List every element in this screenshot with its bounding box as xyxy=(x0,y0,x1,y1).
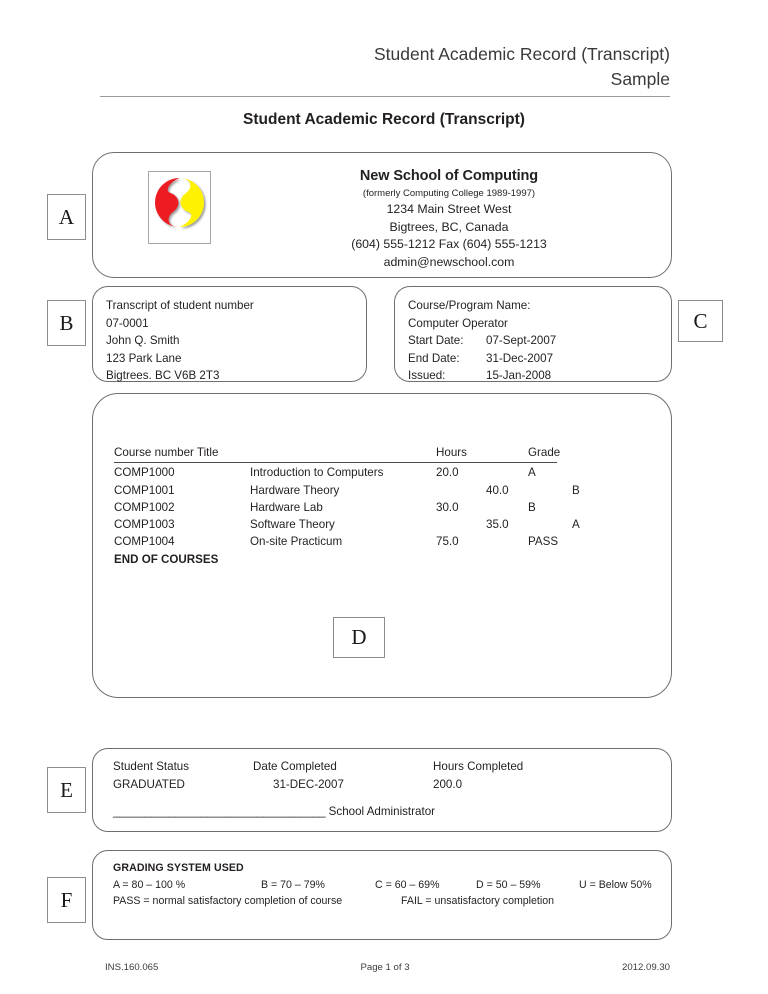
course-title: Hardware Theory xyxy=(250,483,340,497)
program-info-panel xyxy=(394,286,672,382)
school-phone: (604) 555-1212 Fax (604) 555-1213 xyxy=(351,237,547,251)
end-date-value: 31-Dec-2007 xyxy=(486,351,554,365)
course-hours: 30.0 xyxy=(436,500,459,514)
grade-scale-a: A = 80 – 100 % xyxy=(113,878,186,891)
course-title: Hardware Lab xyxy=(250,500,323,514)
course-title: Introduction to Computers xyxy=(250,466,384,480)
callout-d: D xyxy=(333,617,385,658)
course-grade: PASS xyxy=(528,535,559,549)
header-line-1: Student Academic Record (Transcript) xyxy=(374,44,670,64)
status-value-date-completed: 31-DEC-2007 xyxy=(273,777,344,791)
page-title: Student Academic Record (Transcript) xyxy=(243,111,525,128)
course-grade: B xyxy=(572,483,580,497)
grading-system-panel xyxy=(92,850,672,940)
status-header-date-completed: Date Completed xyxy=(253,760,337,773)
course-row xyxy=(114,464,584,481)
student-info-lines xyxy=(106,297,254,385)
course-grade: A xyxy=(528,466,536,480)
course-number: COMP1001 xyxy=(114,483,175,497)
status-header-hours-completed: Hours Completed xyxy=(433,760,524,773)
column-header-hours: Hours xyxy=(436,446,467,459)
end-of-courses-text: END OF COURSES xyxy=(114,552,219,566)
student-address-street: 123 Park Lane xyxy=(106,351,182,365)
course-hours: 20.0 xyxy=(436,466,459,480)
course-number: COMP1002 xyxy=(114,500,175,514)
callout-f: F xyxy=(47,877,86,923)
school-name: New School of Computing xyxy=(359,168,539,184)
status-header-row xyxy=(113,758,653,776)
course-title: On-site Practicum xyxy=(250,535,343,549)
header-line-2: Sample xyxy=(610,69,670,89)
grade-scale-d: D = 50 – 59% xyxy=(476,878,541,891)
course-row xyxy=(114,516,584,533)
course-grade: A xyxy=(572,518,580,532)
signature-row xyxy=(113,805,435,818)
course-table-header xyxy=(114,444,561,463)
end-date-row xyxy=(408,350,556,368)
grading-title-row xyxy=(113,860,658,877)
footer-date: 2012.09.30 xyxy=(621,962,670,973)
student-status-panel xyxy=(92,748,672,832)
grading-content xyxy=(113,860,658,910)
grade-scale-b: B = 70 – 79% xyxy=(261,878,325,891)
course-row xyxy=(114,499,584,516)
column-header-course-title: Course number Title xyxy=(114,446,219,459)
end-date-label: End Date: xyxy=(408,351,460,365)
school-logo xyxy=(148,171,211,244)
grade-scale-fail: FAIL = unsatisfactory completion xyxy=(401,895,554,908)
grade-scale-u: U = Below 50% xyxy=(579,878,652,891)
course-hours: 75.0 xyxy=(436,535,459,549)
school-former-name: (formerly Computing College 1989-1997) xyxy=(362,188,536,199)
course-row xyxy=(114,533,584,550)
course-grade: B xyxy=(528,500,536,514)
course-number: COMP1004 xyxy=(114,535,175,549)
column-header-grade: Grade xyxy=(528,446,561,459)
start-date-value: 07-Sept-2007 xyxy=(486,334,557,348)
student-number-value: 07-0001 xyxy=(106,316,149,330)
document-header xyxy=(100,42,670,92)
callout-b: B xyxy=(47,300,86,346)
status-grid xyxy=(113,758,653,793)
student-number-label: Transcript of student number xyxy=(106,299,254,312)
course-number: COMP1003 xyxy=(114,518,175,532)
status-value-row xyxy=(113,776,653,794)
grading-title: GRADING SYSTEM USED xyxy=(113,862,244,874)
signature-label: School Administrator xyxy=(328,805,435,818)
status-value-hours-completed: 200.0 xyxy=(433,777,463,791)
grade-scale-c: C = 60 – 69% xyxy=(375,878,440,891)
student-info-panel xyxy=(92,286,367,382)
course-hours: 40.0 xyxy=(486,483,509,497)
end-of-courses-marker xyxy=(114,551,584,568)
grading-passfail-row xyxy=(113,893,658,910)
callout-a: A xyxy=(47,194,86,240)
status-value-student-status: GRADUATED xyxy=(113,777,185,791)
program-name: Computer Operator xyxy=(408,316,508,330)
issued-date-value: 15-Jan-2008 xyxy=(486,369,552,383)
footer-page-number: Page 1 of 3 xyxy=(360,962,410,973)
course-title: Software Theory xyxy=(250,518,335,532)
course-row xyxy=(114,482,584,499)
status-header-student-status: Student Status xyxy=(113,760,190,773)
footer-document-id: INS.160.065 xyxy=(105,962,159,973)
school-identity-panel xyxy=(92,152,672,278)
course-number: COMP1000 xyxy=(114,466,175,480)
school-address-line-1: 1234 Main Street West xyxy=(386,202,512,216)
school-email: admin@newschool.com xyxy=(383,254,515,269)
program-label: Course/Program Name: xyxy=(408,299,531,312)
grade-scale-pass: PASS = normal satisfactory completion of course xyxy=(113,895,343,908)
header-divider xyxy=(100,96,670,97)
course-row-list xyxy=(114,464,584,550)
signature-line: __________________________________ xyxy=(113,805,326,818)
course-hours: 35.0 xyxy=(486,518,509,532)
callout-e: E xyxy=(47,767,86,813)
grading-scale-row xyxy=(113,877,658,894)
issued-date-row xyxy=(408,367,556,385)
program-info-lines xyxy=(408,297,556,385)
yin-yang-logo-icon xyxy=(149,172,210,243)
student-address-city: Bigtrees. BC V6B 2T3 xyxy=(106,369,220,383)
course-table xyxy=(114,444,584,568)
school-address-line-2: Bigtrees, BC, Canada xyxy=(389,219,509,234)
start-date-row xyxy=(408,332,556,350)
student-name: John Q. Smith xyxy=(106,334,180,348)
page-footer xyxy=(100,962,670,978)
issued-date-label: Issued: xyxy=(408,369,446,383)
school-text-block xyxy=(243,167,655,271)
callout-c: C xyxy=(678,300,723,342)
start-date-label: Start Date: xyxy=(408,334,464,348)
